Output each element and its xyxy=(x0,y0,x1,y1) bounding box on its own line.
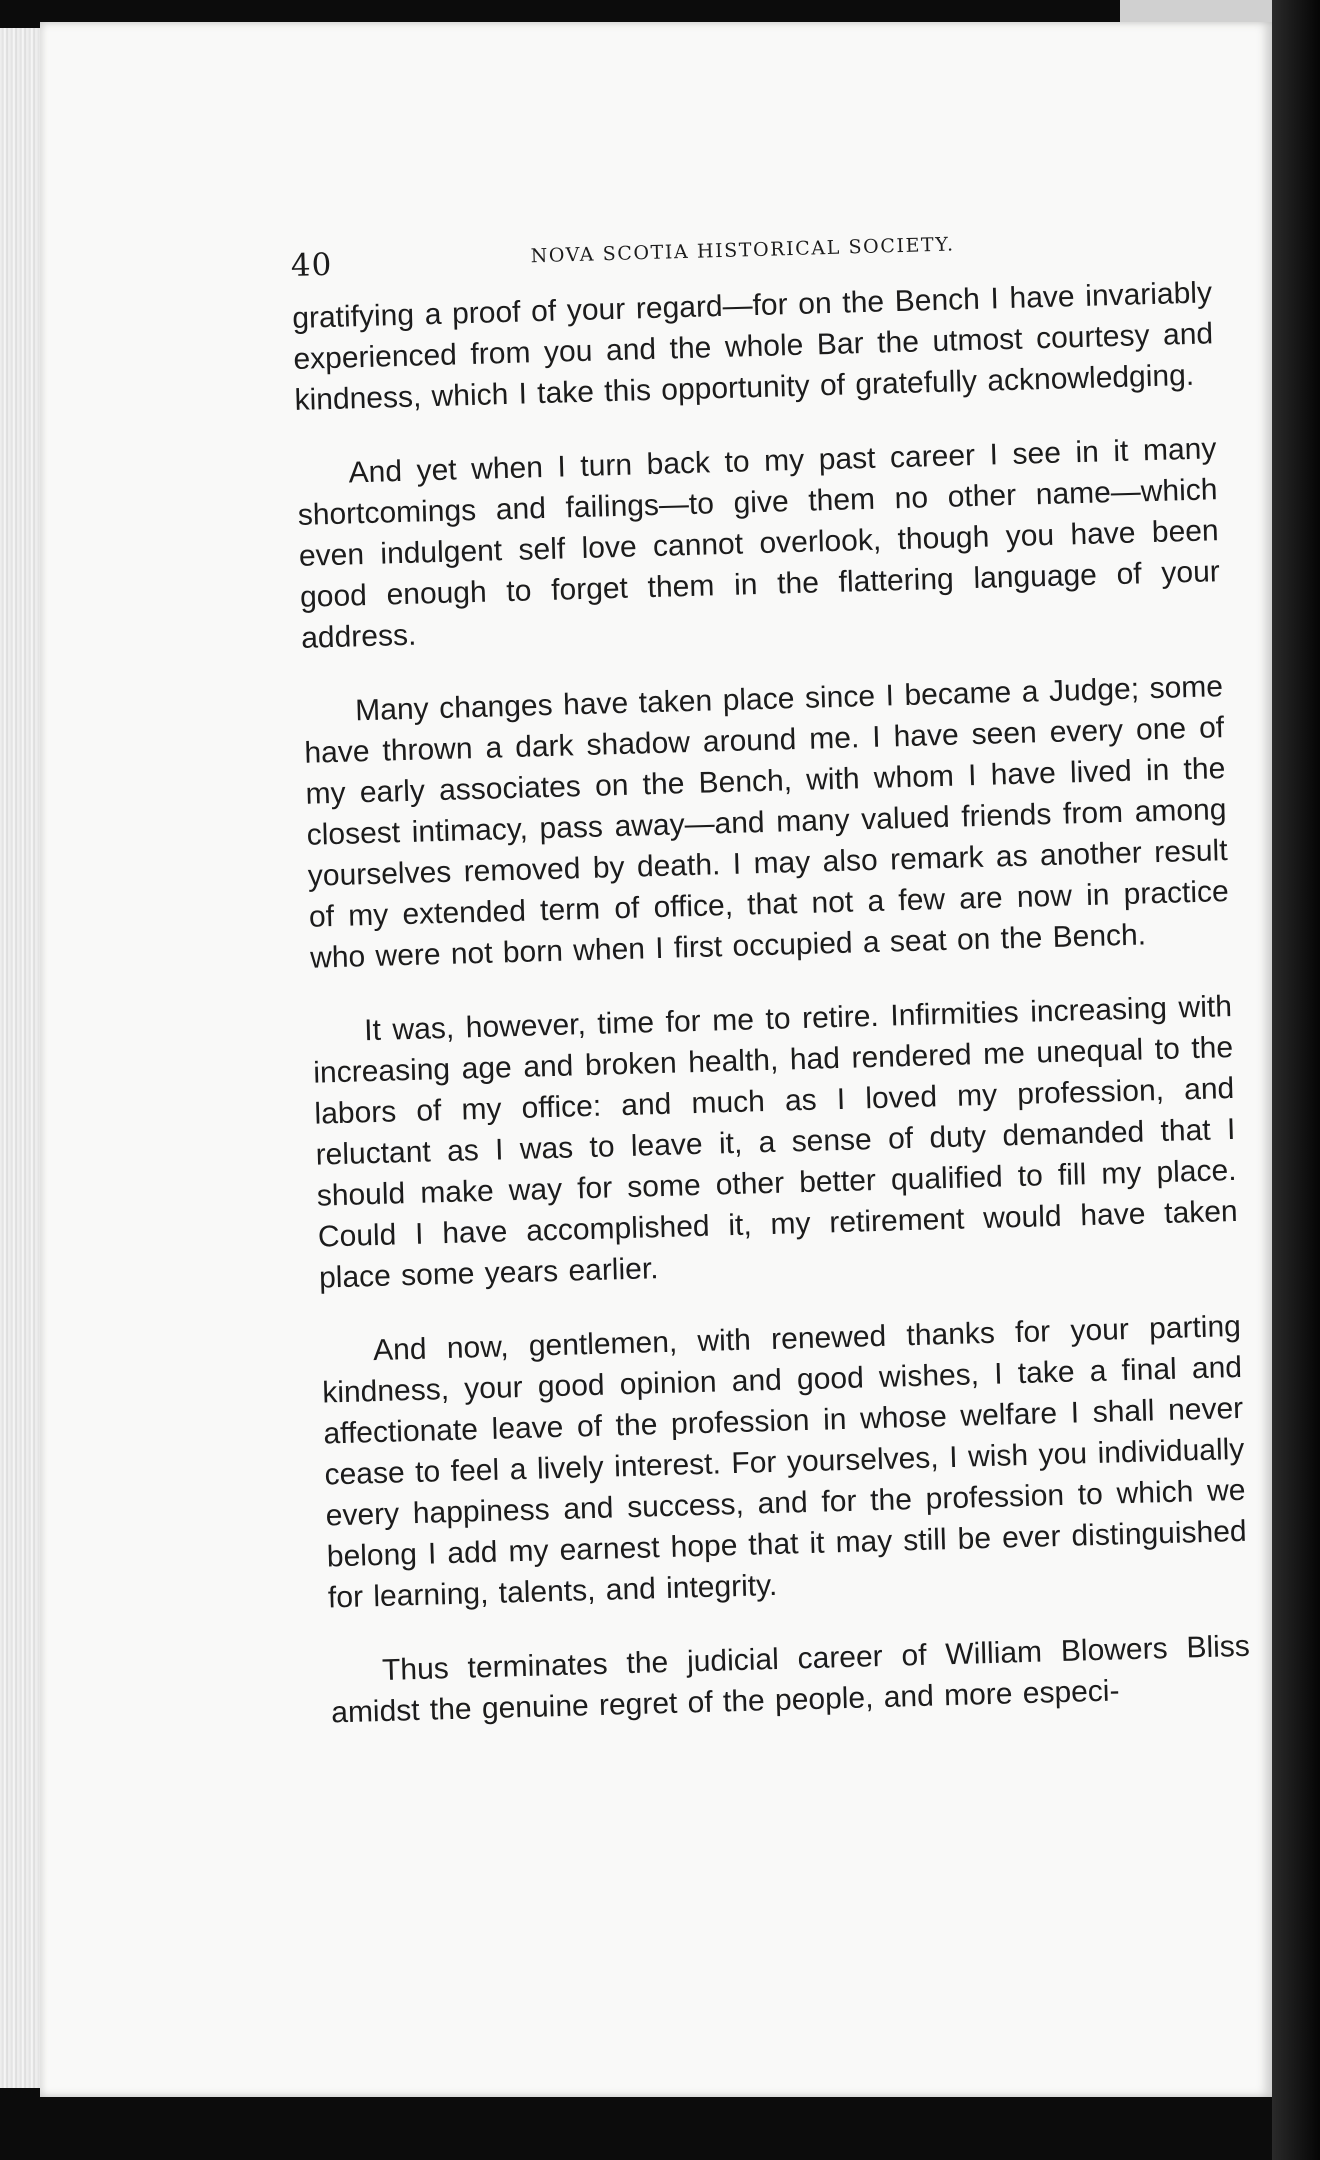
binding-shadow xyxy=(1272,0,1320,2160)
paragraph-continuation: gratifying a proof of your regard—for on the Bench I have invariably experienced from you and the whole Bar the utmost courtesy and kindness, which I take this opportunity of gratefully acknowledging. xyxy=(291,276,1214,417)
page-number: 40 xyxy=(290,246,333,284)
paragraph-farewell: And now, gentlemen, with renewed thanks for your parting kindness, your good opinion and good wishes, I take a final and affectionate leave of the profession in whose welfare I shall never cease to feel a lively interest. For yourselves, I wish you individually every happiness and success, and for the profession to which we belong I add my earnest hope that it may still be ever distinguished for learning, talents, and integrity. xyxy=(321,1309,1248,1615)
page-content xyxy=(290,209,1292,1766)
paragraph-conclusion: Thus terminates the judicial career of William Blowers Bliss amidst the genuine regret of the people, and more especi- xyxy=(330,1629,1251,1730)
paragraph-retirement: It was, however, time for me to retire. Infirmities increasing with increasing age and broken health, had rendered me unequal to the labors of my office: and much as I loved my profession, and reluctant as I was to leave it, a sense of duty demanded that I should make way for some other better qualified to fill my place. Could I have accomplished it, my retirement would have taken place some years earlier. xyxy=(312,990,1239,1295)
paragraph-past-career: And yet when I turn back to my past career I see in it many shortcomings and failings—to give them no other name—which even indulgent self love cannot overlook, though you have been good enough to forget them in the flattering language of your address. xyxy=(297,432,1221,655)
paragraph-changes: Many changes have taken place since I became a Judge; some have thrown a dark shadow around me. I have seen every one of my early associates on the Bench, with whom I have lived in the closest intimacy, pass away—and many valued friends from among yourselves removed by death. I may also remark as another result of my extended term of office, that not a few are now in practice who were not born when I first occupied a seat on the Bench. xyxy=(303,670,1230,975)
running-title: NOVA SCOTIA HISTORICAL SOCIETY. xyxy=(530,233,955,268)
